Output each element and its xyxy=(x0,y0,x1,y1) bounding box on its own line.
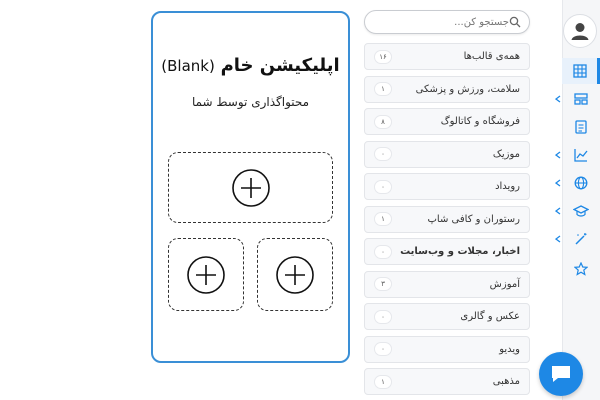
chevron-left-icon[interactable] xyxy=(554,226,562,252)
document-icon[interactable] xyxy=(562,114,600,140)
search-box[interactable] xyxy=(364,10,530,34)
category-count-badge: ۰ xyxy=(374,180,392,194)
chevron-left-icon[interactable] xyxy=(554,170,562,196)
category-count-badge: ۰ xyxy=(374,342,392,356)
category-item[interactable] xyxy=(364,238,530,265)
chevron-left-icon[interactable] xyxy=(554,142,562,168)
category-item[interactable] xyxy=(364,173,530,200)
graduation-cap-icon[interactable] xyxy=(562,198,600,224)
chevron-left-icon[interactable] xyxy=(554,86,562,112)
chat-icon xyxy=(550,364,572,384)
category-list xyxy=(364,43,530,400)
card-title-suffix: (Blank) xyxy=(161,57,215,75)
category-label: عکس و گالری xyxy=(460,311,520,322)
chart-icon[interactable] xyxy=(562,142,600,168)
category-item[interactable] xyxy=(364,303,530,330)
category-item[interactable] xyxy=(364,368,530,395)
add-circle-icon xyxy=(186,255,226,295)
category-item[interactable] xyxy=(364,141,530,168)
template-preview-card[interactable] xyxy=(151,11,350,363)
category-label: آموزش xyxy=(489,278,520,290)
category-label: موزیک xyxy=(492,148,520,160)
category-label: اخبار، مجلات و وب‌سایت xyxy=(400,246,520,257)
category-item[interactable] xyxy=(364,43,530,70)
category-count-badge: ۱ xyxy=(374,212,392,226)
category-count-badge: ۱ xyxy=(374,82,392,96)
category-count-badge: ۳ xyxy=(374,277,392,291)
magic-wand-icon[interactable] xyxy=(562,226,600,252)
card-subtitle: محتواگذاری توسط شما xyxy=(191,95,310,109)
content-slot-left[interactable] xyxy=(168,238,244,311)
category-count-badge: ۱ xyxy=(374,375,392,389)
category-item[interactable] xyxy=(364,76,530,103)
card-title xyxy=(153,55,348,76)
category-item[interactable] xyxy=(364,336,530,363)
category-label: مذهبی xyxy=(492,376,520,387)
category-item[interactable] xyxy=(364,271,530,298)
chevron-left-icon[interactable] xyxy=(554,198,562,224)
content-slot-right[interactable] xyxy=(257,238,333,311)
content-slot-wide[interactable] xyxy=(168,152,333,223)
category-label: همه‌ی قالب‌ها xyxy=(463,51,520,62)
add-circle-icon xyxy=(275,255,315,295)
add-circle-icon xyxy=(231,168,271,208)
category-count-badge: ۰ xyxy=(374,245,392,259)
category-label: فروشگاه و کاتالوگ xyxy=(440,116,520,127)
category-count-badge: ۰ xyxy=(374,310,392,324)
search-icon[interactable] xyxy=(509,16,521,28)
grid-icon[interactable] xyxy=(562,58,600,84)
category-label: سلامت، ورزش و پزشکی xyxy=(415,83,520,95)
search-input[interactable] xyxy=(373,17,509,28)
user-icon xyxy=(569,20,591,42)
star-icon[interactable] xyxy=(562,256,600,282)
category-item[interactable] xyxy=(364,206,530,233)
card-title-main: اپلیکیشن خام xyxy=(220,55,340,76)
avatar[interactable] xyxy=(563,14,597,48)
category-label: رستوران و کافی شاپ xyxy=(427,213,520,225)
category-count-badge: ۰ xyxy=(374,147,392,161)
category-item[interactable] xyxy=(364,108,530,135)
category-label: رویداد xyxy=(495,181,520,192)
category-count-badge: ۱۶ xyxy=(374,50,392,64)
layout-icon[interactable] xyxy=(562,86,600,112)
globe-icon[interactable] xyxy=(562,170,600,196)
chat-button[interactable] xyxy=(539,352,583,396)
category-label: ویدیو xyxy=(499,343,520,355)
category-count-badge: ۸ xyxy=(374,115,392,129)
